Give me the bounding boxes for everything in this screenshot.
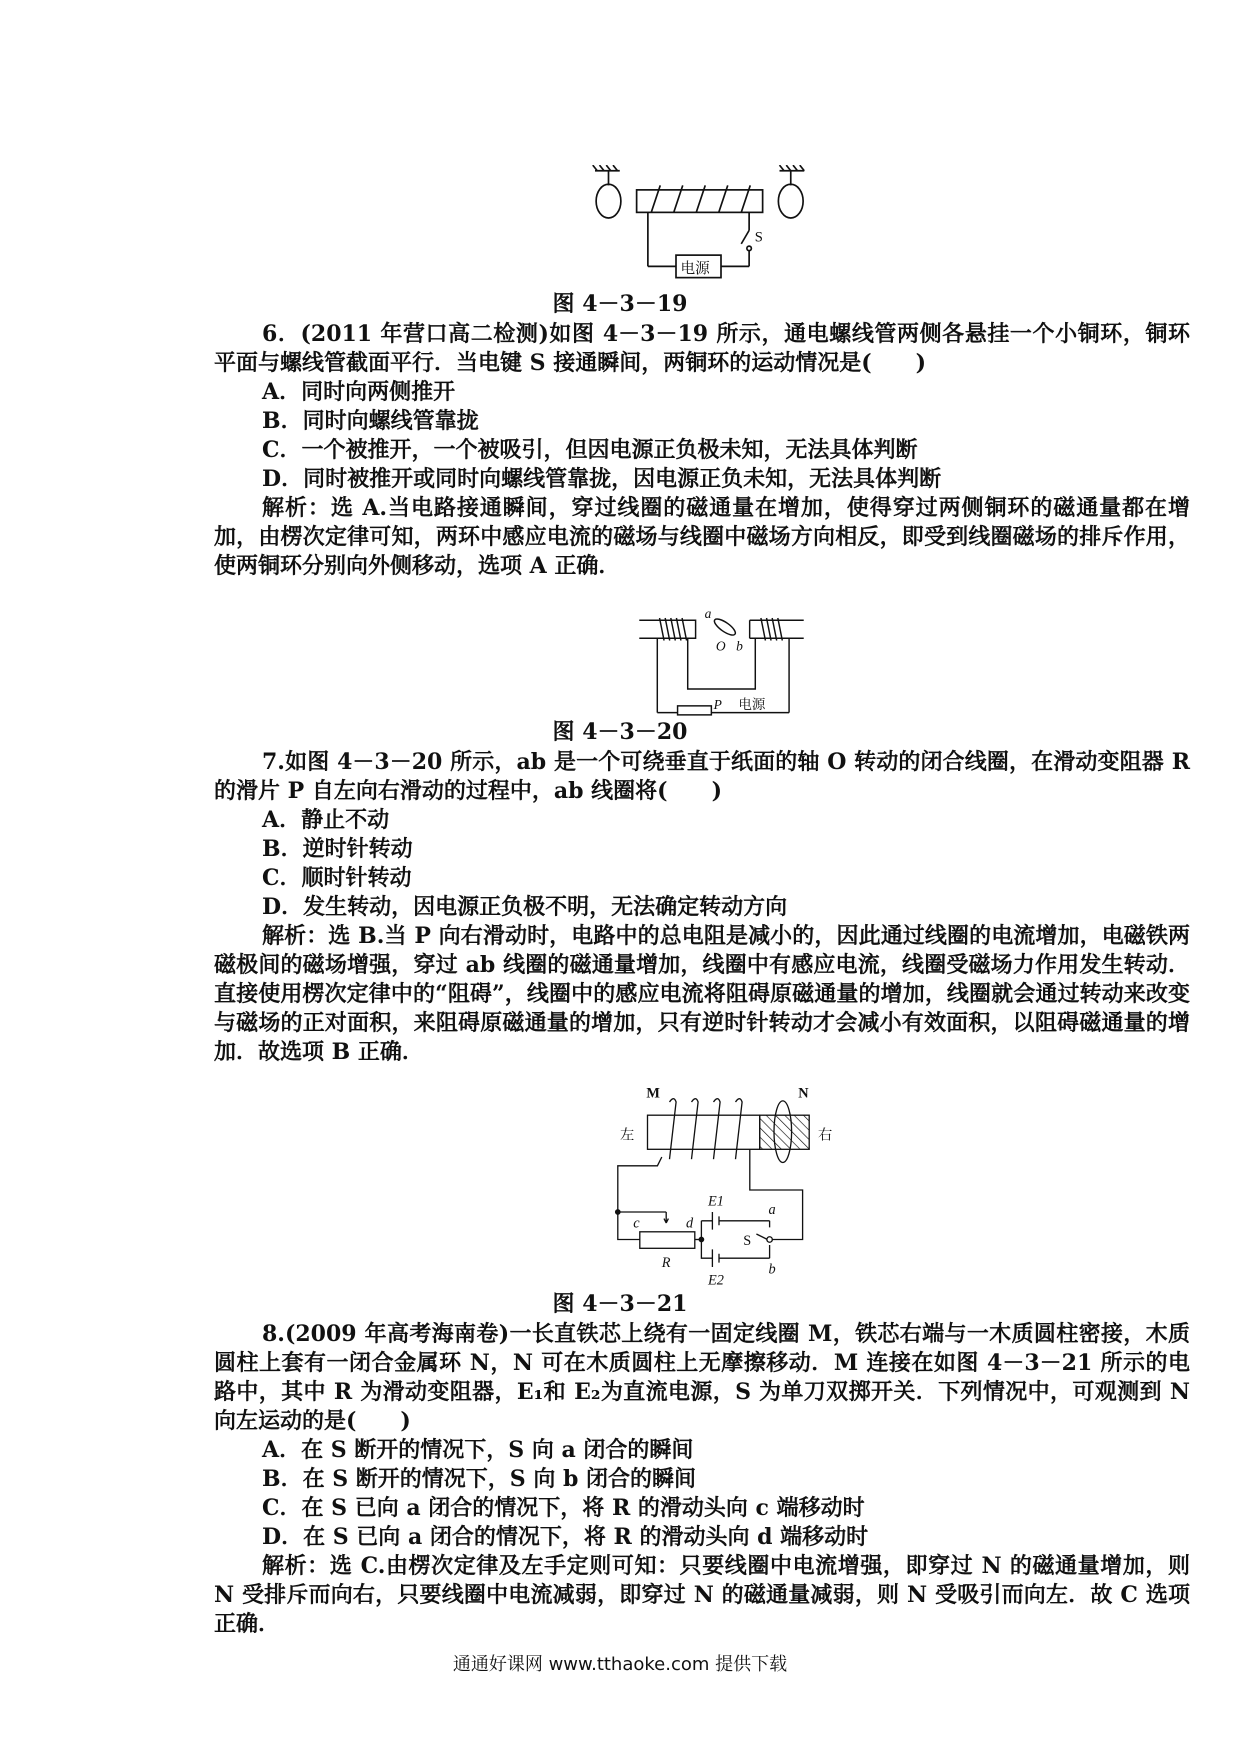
figure-caption: 图 4－3－21: [552, 1291, 688, 1317]
option-c: C．在 S 已向 a 闭合的情况下，将 R 的滑动头向 c 端移动时: [262, 1495, 865, 1521]
label-r: R: [661, 1255, 671, 1271]
option-d: D．同时被推开或同时向螺线管靠拢，因电源正负未知，无法具体判断: [262, 466, 942, 492]
question-8: [214, 1320, 1190, 1639]
question-stem: 6．(2011 年营口高二检测)如图 4－3－19 所示，通电螺线管两侧各悬挂一个小铜环，铜环平面与螺线管截面平行．当电键 S 接通瞬间，两铜环的运动情况是( ): [214, 321, 1190, 376]
figure-4-3-20: [637, 609, 806, 716]
source-label: 电源: [738, 697, 766, 713]
label-m: M: [646, 1085, 660, 1102]
label-n: N: [798, 1085, 809, 1102]
label-e2: E2: [708, 1272, 724, 1289]
label-c: c: [633, 1215, 640, 1232]
label-right: 右: [818, 1127, 833, 1144]
option-b: B．同时向螺线管靠拢: [262, 408, 479, 434]
label-a: a: [768, 1202, 776, 1219]
label-p: P: [713, 697, 722, 713]
footer-credit: 通通好课网 www.tthaoke.com 提供下载: [452, 1654, 788, 1675]
option-c: C．顺时针转动: [262, 865, 412, 891]
label-a: a: [704, 609, 712, 622]
analysis: 解析：选 C.由楞次定律及左手定则可知：只要线圈中电流增强，即穿过 N 的磁通量增加，则 N 受排斥而向右，只要线圈中电流减弱，即穿过 N 的磁通量减弱，则 N 受吸引而向左．故 C 选项正确．: [214, 1553, 1190, 1637]
source-label: 电源: [680, 261, 710, 278]
analysis: 解析：选 B.当 P 向右滑动时，电路中的总电阻是减小的，因此通过线圈的电流增加，电磁铁两磁极间的磁场增强，穿过 ab 线圈的磁通量增加，线圈中有感应电流，线圈受磁场力作用发生转动．直接使用楞次定律中的“阻碍”，线圈中的感应电流将阻碍原磁通量的增加，线圈就会通过转动来改变与磁场的正对面积，来阻碍原磁通量的增加，只有逆时针转动才会减小有效面积，以阻碍磁通量的增加．故选项 B 正确．: [214, 923, 1190, 1065]
option-b: B．逆时针转动: [262, 836, 413, 862]
option-a: A．在 S 断开的情况下，S 向 a 闭合的瞬间: [262, 1437, 694, 1463]
option-d: D．在 S 已向 a 闭合的情况下，将 R 的滑动头向 d 端移动时: [262, 1524, 869, 1550]
label-e1: E1: [708, 1193, 724, 1210]
analysis: 解析：选 A.当电路接通瞬间，穿过线圈的磁通量在增加，使得穿过两侧铜环的磁通量都在增加，由楞次定律可知，两环中感应电流的磁场与线圈中磁场方向相反，即受到线圈磁场的排斥作用，使两铜环分别向外侧移动，选项 A 正确．: [214, 495, 1190, 579]
option-b: B．在 S 断开的情况下，S 向 b 闭合的瞬间: [262, 1466, 697, 1492]
option-c: C．一个被推开，一个被吸引，但因电源正负极未知，无法具体判断: [262, 437, 918, 463]
label-b: b: [736, 638, 743, 654]
figure-caption: 图 4－3－20: [552, 719, 688, 745]
label-d: d: [686, 1215, 694, 1232]
question-stem: 7.如图 4－3－20 所示，ab 是一个可绕垂直于纸面的轴 O 转动的闭合线圈，在滑动变阻器 R 的滑片 P 自左向右滑动的过程中，ab 线圈将( ): [214, 749, 1190, 804]
option-d: D．发生转动，因电源正负极不明，无法确定转动方向: [262, 894, 788, 920]
figure-4-3-19: [586, 165, 811, 289]
label-b: b: [768, 1261, 776, 1278]
figure-caption: 图 4－3－19: [552, 291, 688, 317]
question-7: [214, 748, 1190, 1067]
label-left: 左: [620, 1127, 635, 1144]
option-a: A．静止不动: [262, 807, 390, 833]
switch-label: S: [754, 229, 763, 246]
option-a: A．同时向两侧推开: [262, 379, 456, 405]
figure-4-3-21: [609, 1080, 851, 1289]
label-o: O: [715, 638, 726, 654]
label-s: S: [743, 1233, 752, 1249]
question-stem: 8.(2009 年高考海南卷)一长直铁芯上绕有一固定线圈 M，铁芯右端与一木质圆柱密接，木质圆柱上套有一闭合金属环 N，N 可在木质圆柱上无摩擦移动．M 连接在如图 4－3－21 所示的电路中，其中 R 为滑动变阻器，E₁和 E₂为直流电源，S 为单刀双掷开关．下列情况中，可观测到 N 向左运动的是( ): [214, 1321, 1190, 1434]
question-6: [214, 320, 1190, 581]
